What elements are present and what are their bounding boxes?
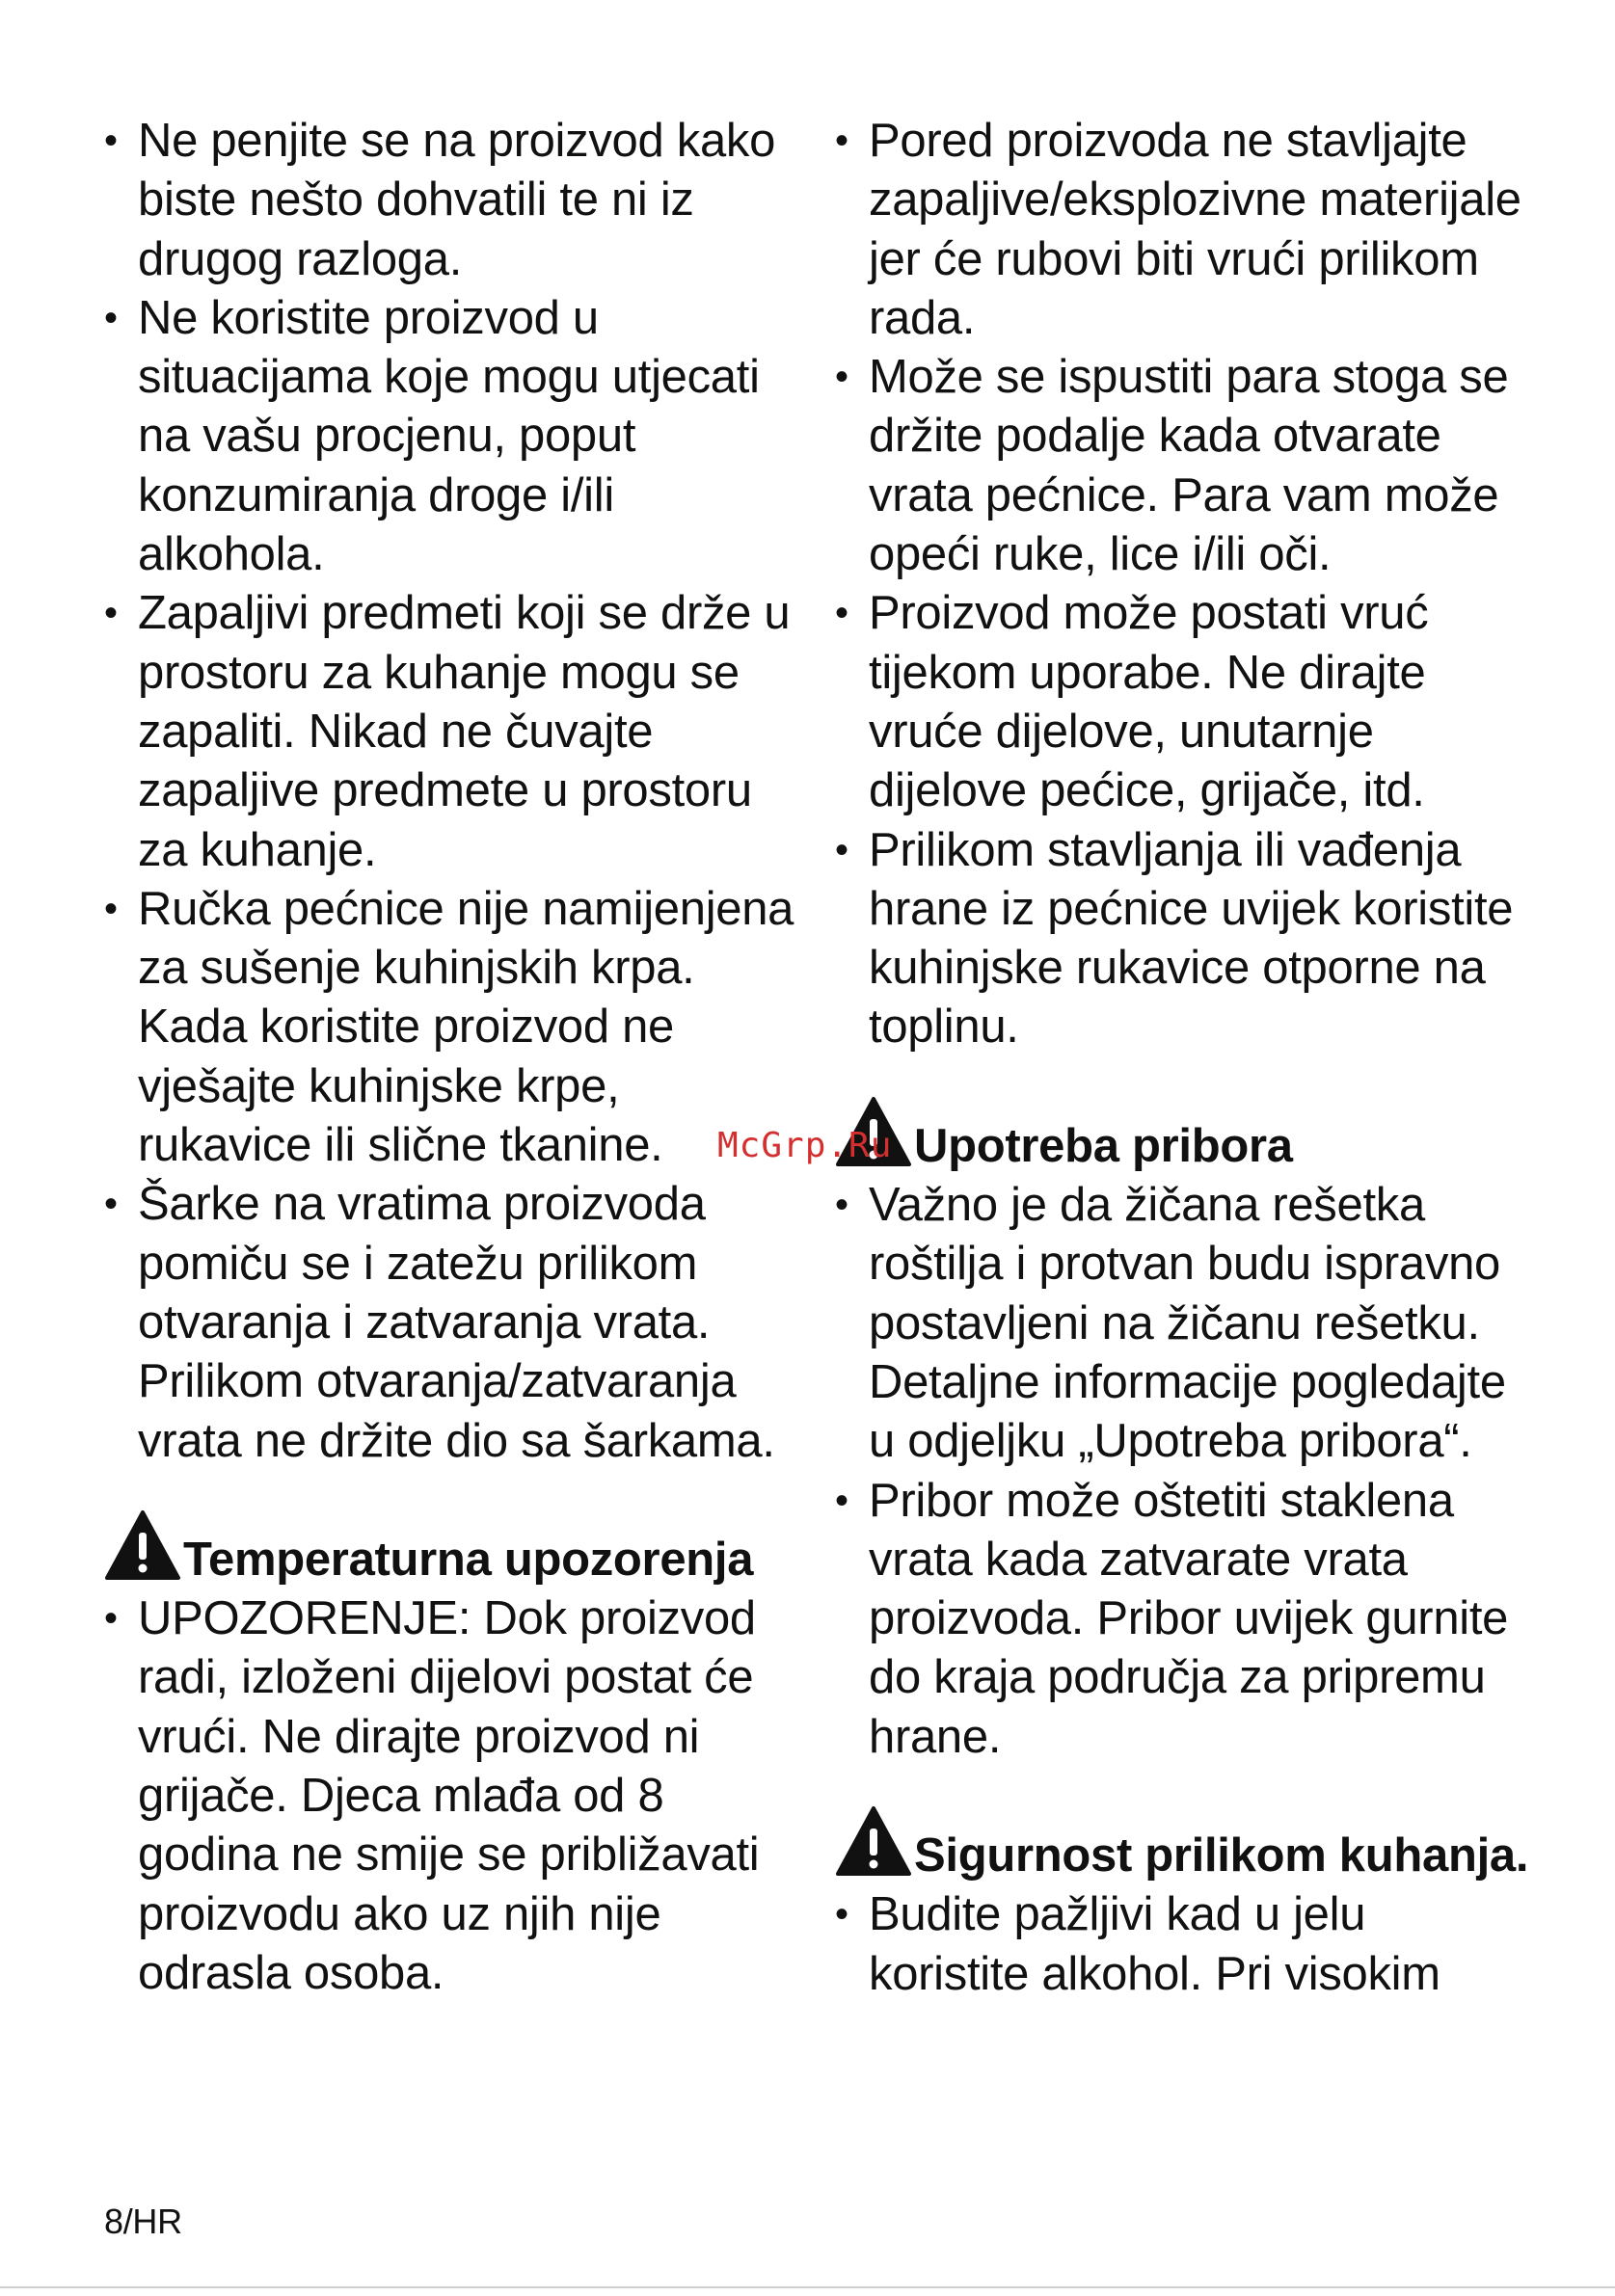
list-item: • Pored proizvoda ne stavljajte zapaljive/eksplozivne materijale jer će rubovi biti vrući prilikom rada. bbox=[835, 112, 1529, 348]
list-item: • Šarke na vratima proizvoda pomiču se i zatežu prilikom otvaranja i zatvaranja vrata. Prilikom otvaranja/zatvaranja vrata ne držite dio sa šarkama. bbox=[104, 1175, 798, 1470]
list-item: • Pribor može oštetiti staklena vrata kada zatvarate vrata proizvoda. Pribor uvijek gurnite do kraja područja za pripremu hrane. bbox=[835, 1472, 1529, 1767]
right-bullets-cooking bbox=[835, 1885, 1529, 2004]
list-item: • Zapaljivi predmeti koji se drže u prostoru za kuhanje mogu se zapaliti. Nikad ne čuvajte zapaljive predmete u prostoru za kuhanje. bbox=[104, 584, 798, 879]
section-heading-text: Temperaturna upozorenja bbox=[183, 1533, 754, 1586]
left-bullets-top bbox=[104, 112, 798, 1471]
warning-triangle-icon bbox=[835, 1805, 912, 1877]
list-item: • Važno je da žičana rešetka roštilja i protvan budu ispravno postavljeni na žičanu rešetku. Detaljne informacije pogledajte u odjeljku „Upotreba pribora“. bbox=[835, 1176, 1529, 1471]
section-heading-cooking-safety bbox=[835, 1805, 1529, 1885]
list-item: • Može se ispustiti para stoga se držite podalje kada otvarate vrata pećnice. Para vam može opeći ruke, lice i/ili oči. bbox=[835, 348, 1529, 584]
section-heading-text: Sigurnost prilikom kuhanja. bbox=[914, 1829, 1529, 1882]
right-bullets-accessories bbox=[835, 1176, 1529, 1767]
watermark: McGrp.Ru bbox=[717, 1126, 893, 1165]
section-heading-text: Upotreba pribora bbox=[914, 1119, 1293, 1172]
list-item: • Ne koristite proizvod u situacijama koje mogu utjecati na vašu procjenu, poput konzumiranja droge i/ili alkohola. bbox=[104, 289, 798, 584]
section-heading-accessories bbox=[835, 1096, 1529, 1176]
list-item bbox=[104, 1589, 798, 2003]
warning-label: UPOZORENJE: bbox=[138, 1592, 471, 1645]
warning-text: Dok proizvod radi, izloženi dijelovi postat će vrući. Ne dirajte proizvod ni grijače. Djeca mlađa od 8 godina ne smije se približavati proizvodu ako uz njih nije odrasla osoba. bbox=[138, 1592, 760, 1999]
right-bullets-top bbox=[835, 112, 1529, 1057]
right-column bbox=[835, 112, 1529, 2004]
list-item: • Budite pažljivi kad u jelu koristite alkohol. Pri visokim bbox=[835, 1885, 1529, 2004]
list-item: • Ne penjite se na proizvod kako biste nešto dohvatili te ni iz drugog razloga. bbox=[104, 112, 798, 289]
page-number: 8/HR bbox=[104, 2202, 182, 2241]
list-item: • Ručka pećnice nije namijenjena za sušenje kuhinjskih krpa. Kada koristite proizvod ne vješajte kuhinjske krpe, rukavice ili slične tkanine. bbox=[104, 880, 798, 1175]
list-item: • Prilikom stavljanja ili vađenja hrane iz pećnice uvijek koristite kuhinjske rukavice otporne na toplinu. bbox=[835, 821, 1529, 1057]
section-heading-temperature bbox=[104, 1509, 798, 1589]
left-bullets-warning bbox=[104, 1589, 798, 2003]
list-item: • Proizvod može postati vruć tijekom uporabe. Ne dirajte vruće dijelove, unutarnje dijelove pećice, grijače, itd. bbox=[835, 584, 1529, 820]
bottom-divider bbox=[0, 2286, 1615, 2288]
left-column bbox=[104, 112, 798, 2003]
warning-triangle-icon bbox=[104, 1509, 181, 1581]
